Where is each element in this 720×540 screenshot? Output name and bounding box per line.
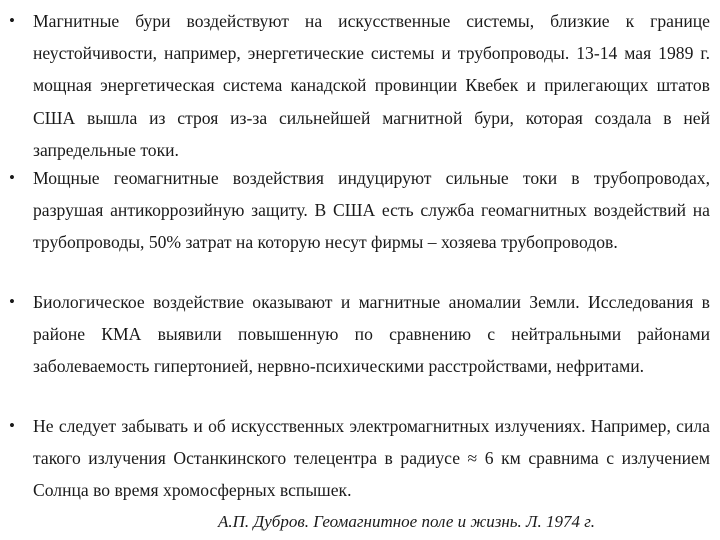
bullet-marker: • [9,168,15,187]
bullet-marker: • [9,416,15,435]
bullet-item-text: Не следует забывать и об искусственных электромагнитных излучениях. Например, сила такого излучения Останкинского телецентра в радиусе ≈ 6 км сравнима с излучением Солнца во время хромосферных вспышек. [33,416,710,501]
bullet-marker: • [9,292,15,311]
bullet-marker: • [9,11,15,30]
bullet-item-text: Мощные геомагнитные воздействия индуцируют сильные токи в трубопроводах, разрушая антикоррозийную защиту. В США есть служба геомагнитных воздействий на трубопроводы, 50% затрат на которую несут фирмы – хозяева трубопроводов. [33,168,710,253]
citation: А.П. Дубров. Геомагнитное поле и жизнь. Л. 1974 г. [218,512,595,531]
bullet-item-text: Биологическое воздействие оказывают и магнитные аномалии Земли. Исследования в районе КМА выявили повышенную по сравнению с нейтральными районами заболеваемость гипертонией, нервно-психическими расстройствами, нефритами. [33,292,710,377]
bullet-item-text: Магнитные бури воздействуют на искусственные системы, близкие к границе неустойчивости, например, энергетические системы и трубопроводы. 13-14 мая 1989 г. мощная энергетическая система канадской провинции Квебек и прилегающих штатов США вышла из строя из-за сильнейшей магнитной бури, которая создала в ней запредельные токи. [33,11,710,160]
